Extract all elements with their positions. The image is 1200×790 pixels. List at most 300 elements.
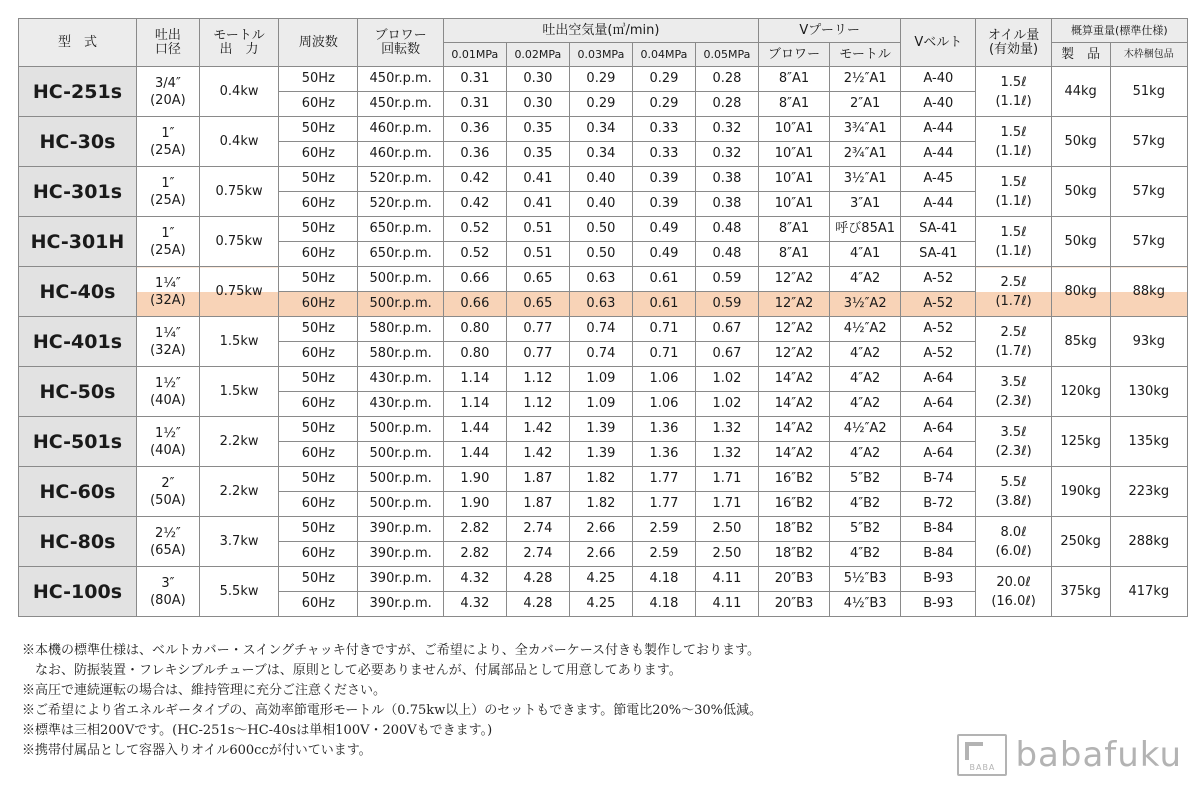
th-pressure: 0.05MPa [695, 43, 758, 67]
pulley-blower: 12″A2 [758, 267, 829, 292]
vbelt: B-84 [901, 542, 976, 567]
air-flow-value: 0.63 [569, 267, 632, 292]
air-flow-value: 0.34 [569, 142, 632, 167]
outlet-size [136, 517, 199, 567]
vbelt: A-40 [901, 92, 976, 117]
pulley-motor: 4″A2 [830, 342, 901, 367]
air-flow-value: 0.28 [695, 67, 758, 92]
frequency: 50Hz [279, 317, 358, 342]
logo-text: BABA [969, 763, 996, 772]
pulley-blower: 14″A2 [758, 417, 829, 442]
vbelt: A-64 [901, 367, 976, 392]
pulley-motor: 4″B2 [830, 542, 901, 567]
blower-speed: 450r.p.m. [358, 92, 443, 117]
vbelt: A-44 [901, 142, 976, 167]
table-row [19, 167, 1188, 192]
weight-crate: 57kg [1110, 117, 1187, 167]
table-row [19, 367, 1188, 392]
pulley-motor: 4″A2 [830, 267, 901, 292]
pulley-blower: 10″A1 [758, 167, 829, 192]
motor-output: 0.75kw [199, 267, 278, 317]
air-flow-value: 0.61 [632, 292, 695, 317]
air-flow-value: 1.42 [506, 417, 569, 442]
air-flow-value: 1.09 [569, 392, 632, 417]
air-flow-value: 0.50 [569, 217, 632, 242]
frequency: 60Hz [279, 592, 358, 617]
blower-speed: 460r.p.m. [358, 117, 443, 142]
th-model: 型 式 [19, 19, 137, 67]
th-motor: モートル 出 力 [199, 19, 278, 67]
air-flow-value: 0.51 [506, 242, 569, 267]
motor-output: 0.4kw [199, 117, 278, 167]
motor-output: 0.75kw [199, 217, 278, 267]
oil-total: 20.0ℓ [996, 574, 1031, 590]
pulley-motor: 4½″A2 [830, 317, 901, 342]
air-flow-value: 0.74 [569, 342, 632, 367]
air-flow-value: 4.18 [632, 567, 695, 592]
blower-speed: 430r.p.m. [358, 392, 443, 417]
outlet-size [136, 417, 199, 467]
pulley-blower: 16″B2 [758, 492, 829, 517]
air-flow-value: 0.40 [569, 167, 632, 192]
vbelt: A-64 [901, 442, 976, 467]
vbelt: A-64 [901, 392, 976, 417]
vbelt: A-44 [901, 117, 976, 142]
outlet-a: (25A) [150, 192, 186, 208]
blower-speed: 580r.p.m. [358, 342, 443, 367]
air-flow-value: 1.36 [632, 417, 695, 442]
air-flow-value: 2.50 [695, 542, 758, 567]
table-row [19, 417, 1188, 442]
outlet-size [136, 567, 199, 617]
air-flow-value: 0.71 [632, 342, 695, 367]
weight-crate: 417kg [1110, 567, 1187, 617]
weight-crate: 135kg [1110, 417, 1187, 467]
pulley-blower: 10″A1 [758, 192, 829, 217]
oil-amount [976, 417, 1051, 467]
note-line: ※ご希望により省エネルギータイプの、高効率節電形モートル（0.75kw以上）のセットもできます。節電比20%〜30%低減。 [22, 703, 763, 718]
frequency: 50Hz [279, 167, 358, 192]
table-row [19, 267, 1188, 292]
frequency: 60Hz [279, 242, 358, 267]
outlet-size [136, 67, 199, 117]
model-name: HC-501s [19, 417, 137, 467]
pulley-blower: 14″A2 [758, 392, 829, 417]
table-row [19, 317, 1188, 342]
outlet-size [136, 367, 199, 417]
th-frequency: 周波数 [279, 19, 358, 67]
table-row [19, 117, 1188, 142]
outlet-a: (40A) [150, 392, 186, 408]
air-flow-value: 0.38 [695, 167, 758, 192]
air-flow-value: 1.14 [443, 367, 506, 392]
air-flow-value: 4.32 [443, 567, 506, 592]
oil-total: 8.0ℓ [1000, 524, 1027, 540]
air-flow-value: 0.28 [695, 92, 758, 117]
th-pressure: 0.03MPa [569, 43, 632, 67]
outlet-inch: 1¼″ [155, 275, 181, 291]
air-flow-value: 4.32 [443, 592, 506, 617]
weight-product: 190kg [1051, 467, 1110, 517]
motor-output: 2.2kw [199, 467, 278, 517]
blower-speed: 500r.p.m. [358, 467, 443, 492]
motor-output: 5.5kw [199, 567, 278, 617]
air-flow-value: 1.02 [695, 367, 758, 392]
air-flow-value: 0.29 [632, 67, 695, 92]
frequency: 50Hz [279, 217, 358, 242]
oil-total: 3.5ℓ [1000, 424, 1027, 440]
frequency: 60Hz [279, 542, 358, 567]
oil-effective: (1.1ℓ) [995, 93, 1032, 109]
th-oil: オイル量 (有効量) [976, 19, 1051, 67]
air-flow-value: 0.80 [443, 342, 506, 367]
air-flow-value: 2.59 [632, 542, 695, 567]
pulley-motor: 3½″A1 [830, 167, 901, 192]
pulley-blower: 8″A1 [758, 92, 829, 117]
air-flow-value: 0.67 [695, 317, 758, 342]
vbelt: A-40 [901, 67, 976, 92]
th-weight: 概算重量(標準仕様) [1051, 19, 1187, 43]
pulley-motor: 4″A1 [830, 242, 901, 267]
blower-speed: 460r.p.m. [358, 142, 443, 167]
pulley-blower: 8″A1 [758, 67, 829, 92]
outlet-a: (25A) [150, 242, 186, 258]
air-flow-value: 0.34 [569, 117, 632, 142]
air-flow-value: 1.82 [569, 492, 632, 517]
th-vbelt: Vベルト [901, 19, 976, 67]
motor-output: 2.2kw [199, 417, 278, 467]
oil-amount [976, 367, 1051, 417]
vbelt: SA-41 [901, 242, 976, 267]
baba-logo-icon [957, 734, 1007, 776]
air-flow-value: 4.28 [506, 592, 569, 617]
oil-total: 2.5ℓ [1000, 324, 1027, 340]
pulley-motor: 3″A1 [830, 192, 901, 217]
oil-total: 3.5ℓ [1000, 374, 1027, 390]
th-blower-speed: ブロワー 回転数 [358, 19, 443, 67]
air-flow-value: 1.36 [632, 442, 695, 467]
vbelt: B-93 [901, 567, 976, 592]
oil-effective: (3.8ℓ) [995, 493, 1032, 509]
pulley-blower: 14″A2 [758, 367, 829, 392]
air-flow-value: 4.28 [506, 567, 569, 592]
air-flow-value: 1.90 [443, 467, 506, 492]
air-flow-value: 4.25 [569, 592, 632, 617]
pulley-motor: 4″A2 [830, 392, 901, 417]
blower-speed: 500r.p.m. [358, 267, 443, 292]
oil-amount [976, 267, 1051, 317]
weight-product: 50kg [1051, 117, 1110, 167]
table-row [19, 517, 1188, 542]
air-flow-value: 2.74 [506, 542, 569, 567]
th-pressure: 0.04MPa [632, 43, 695, 67]
oil-total: 1.5ℓ [1000, 124, 1027, 140]
blower-speed: 450r.p.m. [358, 67, 443, 92]
outlet-inch: 3″ [161, 575, 175, 591]
table-row [19, 467, 1188, 492]
pulley-motor: 4½″B3 [830, 592, 901, 617]
blower-speed: 520r.p.m. [358, 167, 443, 192]
motor-output: 1.5kw [199, 317, 278, 367]
air-flow-value: 1.77 [632, 467, 695, 492]
air-flow-value: 0.50 [569, 242, 632, 267]
air-flow-value: 1.87 [506, 492, 569, 517]
weight-crate: 57kg [1110, 167, 1187, 217]
air-flow-value: 1.12 [506, 392, 569, 417]
air-flow-value: 0.31 [443, 92, 506, 117]
air-flow-value: 0.65 [506, 267, 569, 292]
pulley-blower: 16″B2 [758, 467, 829, 492]
outlet-size [136, 217, 199, 267]
outlet-inch: 1½″ [155, 425, 181, 441]
air-flow-value: 0.40 [569, 192, 632, 217]
air-flow-value: 4.18 [632, 592, 695, 617]
air-flow-value: 0.29 [569, 92, 632, 117]
air-flow-value: 0.61 [632, 267, 695, 292]
vbelt: A-52 [901, 342, 976, 367]
air-flow-value: 1.90 [443, 492, 506, 517]
pulley-blower: 20″B3 [758, 567, 829, 592]
pulley-motor: 4″A2 [830, 367, 901, 392]
pulley-motor: 4½″A2 [830, 417, 901, 442]
weight-product: 44kg [1051, 67, 1110, 117]
pulley-blower: 20″B3 [758, 592, 829, 617]
air-flow-value: 0.32 [695, 142, 758, 167]
outlet-size [136, 317, 199, 367]
outlet-size [136, 167, 199, 217]
air-flow-value: 0.42 [443, 167, 506, 192]
th-vpulley-motor: モートル [830, 43, 901, 67]
air-flow-value: 1.77 [632, 492, 695, 517]
air-flow-value: 0.38 [695, 192, 758, 217]
pulley-blower: 8″A1 [758, 242, 829, 267]
oil-effective: (6.0ℓ) [995, 543, 1032, 559]
air-flow-value: 0.49 [632, 217, 695, 242]
pulley-motor: 4″A2 [830, 442, 901, 467]
air-flow-value: 0.35 [506, 142, 569, 167]
oil-effective: (1.7ℓ) [995, 293, 1032, 309]
air-flow-value: 0.59 [695, 292, 758, 317]
oil-amount [976, 467, 1051, 517]
model-name: HC-401s [19, 317, 137, 367]
air-flow-value: 1.71 [695, 467, 758, 492]
note-line: なお、防振装置・フレキシブルチューブは、原則として必要ありませんが、付属部品として用意してあります。 [22, 663, 682, 678]
air-flow-value: 2.50 [695, 517, 758, 542]
pulley-motor: 呼び85A1 [830, 217, 901, 242]
air-flow-value: 0.59 [695, 267, 758, 292]
oil-amount [976, 67, 1051, 117]
air-flow-value: 1.06 [632, 367, 695, 392]
air-flow-value: 0.32 [695, 117, 758, 142]
frequency: 50Hz [279, 117, 358, 142]
oil-amount [976, 567, 1051, 617]
vbelt: A-45 [901, 167, 976, 192]
pulley-blower: 12″A2 [758, 292, 829, 317]
air-flow-value: 1.44 [443, 442, 506, 467]
outlet-inch: 1″ [161, 125, 175, 141]
frequency: 50Hz [279, 417, 358, 442]
vbelt: A-44 [901, 192, 976, 217]
air-flow-value: 0.52 [443, 242, 506, 267]
outlet-inch: 2½″ [155, 525, 181, 541]
vbelt: A-52 [901, 292, 976, 317]
air-flow-value: 0.41 [506, 192, 569, 217]
blower-speed: 520r.p.m. [358, 192, 443, 217]
blower-speed: 390r.p.m. [358, 567, 443, 592]
air-flow-value: 0.33 [632, 117, 695, 142]
th-air-flow: 吐出空気量(㎥/min) [443, 19, 758, 43]
air-flow-value: 1.82 [569, 467, 632, 492]
air-flow-value: 2.82 [443, 542, 506, 567]
frequency: 50Hz [279, 517, 358, 542]
frequency: 60Hz [279, 492, 358, 517]
pulley-motor: 2″A1 [830, 92, 901, 117]
frequency: 50Hz [279, 67, 358, 92]
air-flow-value: 0.80 [443, 317, 506, 342]
blower-speed: 390r.p.m. [358, 542, 443, 567]
weight-product: 50kg [1051, 217, 1110, 267]
outlet-a: (32A) [150, 292, 186, 308]
air-flow-value: 0.42 [443, 192, 506, 217]
air-flow-value: 0.51 [506, 217, 569, 242]
vbelt: B-84 [901, 517, 976, 542]
air-flow-value: 1.44 [443, 417, 506, 442]
blower-speed: 500r.p.m. [358, 292, 443, 317]
weight-crate: 130kg [1110, 367, 1187, 417]
table-row [19, 67, 1188, 92]
weight-crate: 51kg [1110, 67, 1187, 117]
outlet-a: (65A) [150, 542, 186, 558]
frequency: 60Hz [279, 342, 358, 367]
pulley-blower: 12″A2 [758, 342, 829, 367]
air-flow-value: 0.31 [443, 67, 506, 92]
air-flow-value: 0.39 [632, 192, 695, 217]
blower-speed: 500r.p.m. [358, 442, 443, 467]
outlet-inch: 1¼″ [155, 325, 181, 341]
weight-product: 80kg [1051, 267, 1110, 317]
note-line: ※高圧で連続運転の場合は、維持管理に充分ご注意ください。 [22, 683, 387, 698]
weight-product: 85kg [1051, 317, 1110, 367]
outlet-size [136, 117, 199, 167]
air-flow-value: 0.36 [443, 142, 506, 167]
air-flow-value: 1.42 [506, 442, 569, 467]
air-flow-value: 0.29 [632, 92, 695, 117]
blower-speed: 500r.p.m. [358, 492, 443, 517]
model-name: HC-50s [19, 367, 137, 417]
oil-amount [976, 517, 1051, 567]
th-weight-crate: 木枠梱包品 [1110, 43, 1187, 67]
weight-crate: 288kg [1110, 517, 1187, 567]
outlet-a: (50A) [150, 492, 186, 508]
spec-table [18, 18, 1188, 617]
air-flow-value: 0.39 [632, 167, 695, 192]
weight-product: 120kg [1051, 367, 1110, 417]
blower-speed: 500r.p.m. [358, 417, 443, 442]
oil-effective: (1.1ℓ) [995, 243, 1032, 259]
oil-total: 1.5ℓ [1000, 74, 1027, 90]
outlet-a: (25A) [150, 142, 186, 158]
outlet-a: (20A) [150, 92, 186, 108]
air-flow-value: 0.48 [695, 242, 758, 267]
model-name: HC-301s [19, 167, 137, 217]
pulley-motor: 4″B2 [830, 492, 901, 517]
blower-speed: 390r.p.m. [358, 517, 443, 542]
air-flow-value: 1.02 [695, 392, 758, 417]
watermark-text: babafuku [1015, 735, 1182, 775]
blower-speed: 650r.p.m. [358, 242, 443, 267]
air-flow-value: 0.48 [695, 217, 758, 242]
weight-crate: 88kg [1110, 267, 1187, 317]
air-flow-value: 2.82 [443, 517, 506, 542]
air-flow-value: 1.32 [695, 417, 758, 442]
air-flow-value: 0.77 [506, 342, 569, 367]
pulley-motor: 3¾″A1 [830, 117, 901, 142]
outlet-inch: 2″ [161, 475, 175, 491]
air-flow-value: 0.35 [506, 117, 569, 142]
model-name: HC-30s [19, 117, 137, 167]
air-flow-value: 2.66 [569, 517, 632, 542]
outlet-size [136, 267, 199, 317]
air-flow-value: 1.09 [569, 367, 632, 392]
outlet-size [136, 467, 199, 517]
vbelt: B-74 [901, 467, 976, 492]
model-name: HC-80s [19, 517, 137, 567]
motor-output: 0.4kw [199, 67, 278, 117]
air-flow-value: 0.71 [632, 317, 695, 342]
vbelt: A-64 [901, 417, 976, 442]
air-flow-value: 0.74 [569, 317, 632, 342]
oil-amount [976, 117, 1051, 167]
motor-output: 0.75kw [199, 167, 278, 217]
frequency: 50Hz [279, 267, 358, 292]
air-flow-value: 4.11 [695, 567, 758, 592]
frequency: 60Hz [279, 92, 358, 117]
outlet-a: (40A) [150, 442, 186, 458]
oil-amount [976, 167, 1051, 217]
air-flow-value: 1.32 [695, 442, 758, 467]
oil-amount [976, 217, 1051, 267]
oil-effective: (1.1ℓ) [995, 143, 1032, 159]
blower-speed: 390r.p.m. [358, 592, 443, 617]
air-flow-value: 2.59 [632, 517, 695, 542]
pulley-motor: 5″B2 [830, 517, 901, 542]
outlet-inch: 3/4″ [155, 75, 181, 91]
spec-body [19, 67, 1188, 617]
blower-speed: 580r.p.m. [358, 317, 443, 342]
oil-amount [976, 317, 1051, 367]
weight-product: 375kg [1051, 567, 1110, 617]
th-outlet: 吐出 口径 [136, 19, 199, 67]
air-flow-value: 0.36 [443, 117, 506, 142]
vbelt: A-52 [901, 267, 976, 292]
vbelt: SA-41 [901, 217, 976, 242]
frequency: 50Hz [279, 367, 358, 392]
outlet-inch: 1″ [161, 175, 175, 191]
air-flow-value: 0.77 [506, 317, 569, 342]
weight-crate: 93kg [1110, 317, 1187, 367]
pulley-motor: 5″B2 [830, 467, 901, 492]
th-vpulley-blower: ブロワー [758, 43, 829, 67]
weight-crate: 223kg [1110, 467, 1187, 517]
pulley-motor: 3½″A2 [830, 292, 901, 317]
air-flow-value: 1.39 [569, 442, 632, 467]
outlet-inch: 1″ [161, 225, 175, 241]
air-flow-value: 1.39 [569, 417, 632, 442]
weight-product: 125kg [1051, 417, 1110, 467]
pulley-blower: 10″A1 [758, 117, 829, 142]
air-flow-value: 1.87 [506, 467, 569, 492]
pulley-motor: 2½″A1 [830, 67, 901, 92]
